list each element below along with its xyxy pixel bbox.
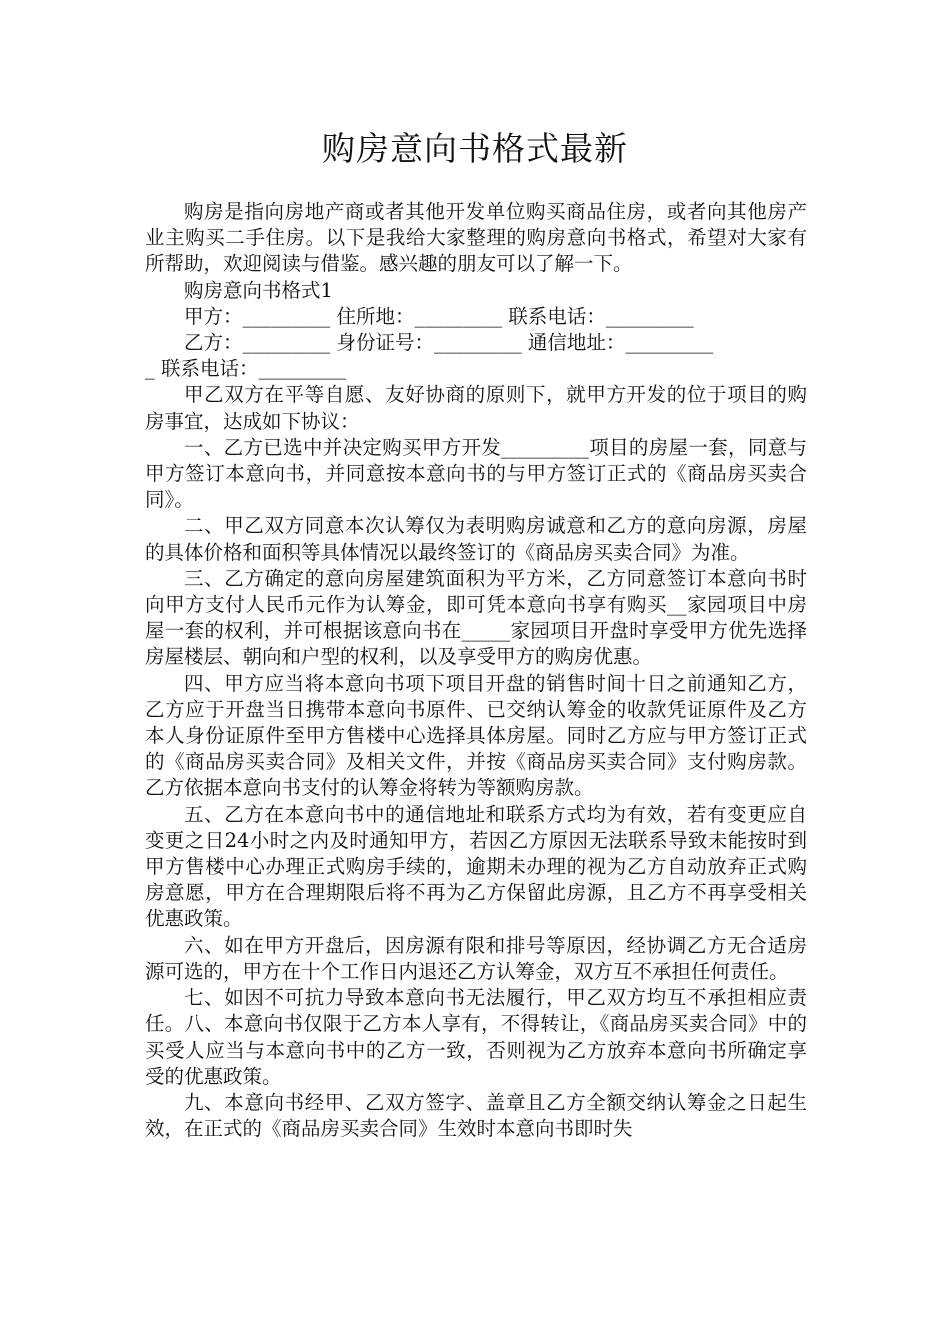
agreement-preamble: 甲乙双方在平等自愿、友好协商的原则下，就甲方开发的位于项目的购房事宜，达成如下协议： <box>145 383 807 433</box>
intro-paragraph: 购房是指向房地产商或者其他开发单位购买商品住房，或者向其他房产业主购买二手住房。以下是我给大家整理的购房意向书格式，希望对大家有所帮助，欢迎阅读与借鉴。感兴趣的朋友可以了解一下。 <box>145 200 807 276</box>
clause-6: 六、如在甲方开盘后，因房源有限和排号等原因，经协调乙方无合适房源可选的，甲方在十个工作日内退还乙方认筹金，双方互不承担任何责任。 <box>145 933 807 983</box>
party-b-phone-line: _ 联系电话：_________ <box>145 357 347 381</box>
clause-2: 二、甲乙双方同意本次认筹仅为表明购房诚意和乙方的意向房源，房屋的具体价格和面积等具体情况以最终签订的《商品房买卖合同》为准。 <box>145 514 807 564</box>
section-heading: 购房意向书格式1 <box>184 278 333 302</box>
clause-7-8: 七、如因不可抗力导致本意向书无法履行，甲乙双方均互不承担相应责任。八、本意向书仅限于乙方本人享有，不得转让，《商品房买卖合同》中的买受人应当与本意向书中的乙方一致，否则视为乙方放弃本意向书所确定享受的优惠政策。 <box>145 986 807 1088</box>
document-body <box>145 199 807 1142</box>
clause-9: 九、本意向书经甲、乙双方签字、盖章且乙方全额交纳认筹金之日起生效，在正式的《商品房买卖合同》生效时本意向书即时失 <box>145 1090 807 1141</box>
document-title: 购房意向书格式最新 <box>322 129 628 168</box>
clause-3: 三、乙方确定的意向房屋建筑面积为平方米，乙方同意签订本意向书时向甲方支付人民币元作为认筹金，即可凭本意向书享有购买__家园项目中房屋一套的权利，并可根据该意向书在_____家园项目开盘时享受甲方优先选择房屋楼层、朝向和户型的权利，以及享受甲方的购房优惠。 <box>145 566 807 669</box>
clause-1: 一、乙方已选中并决定购买甲方开发_________项目的房屋一套，同意与甲方签订本意向书，并同意按本意向书的与甲方签订正式的《商品房买卖合同》。 <box>145 435 807 512</box>
party-a-line: 甲方：_________ 住所地：_________ 联系电话：_________ <box>184 304 694 328</box>
clause-5: 五、乙方在本意向书中的通信地址和联系方式均为有效，若有变更应自变更之日24小时之内及时通知甲方，若因乙方原因无法联系导致未能按时到甲方售楼中心办理正式购房手续的，逾期未办理的视为乙方自动放弃正式购房意愿，甲方在合理期限后将不再为乙方保留此房源，且乙方不再享受相关优惠政策。 <box>145 802 807 931</box>
clause-4: 四、甲方应当将本意向书项下项目开盘的销售时间十日之前通知乙方，乙方应于开盘当日携带本意向书原件、已交纳认筹金的收款凭证原件及乙方本人身份证原件至甲方售楼中心选择具体房屋。同时乙方应与甲方签订正式的《商品房买卖合同》及相关文件，并按《商品房买卖合同》支付购房款。乙方依据本意向书支付的认筹金将转为等额购房款。 <box>145 671 807 800</box>
party-b-line: 乙方：_________ 身份证号：_________ 通信地址：_________ <box>184 331 714 355</box>
